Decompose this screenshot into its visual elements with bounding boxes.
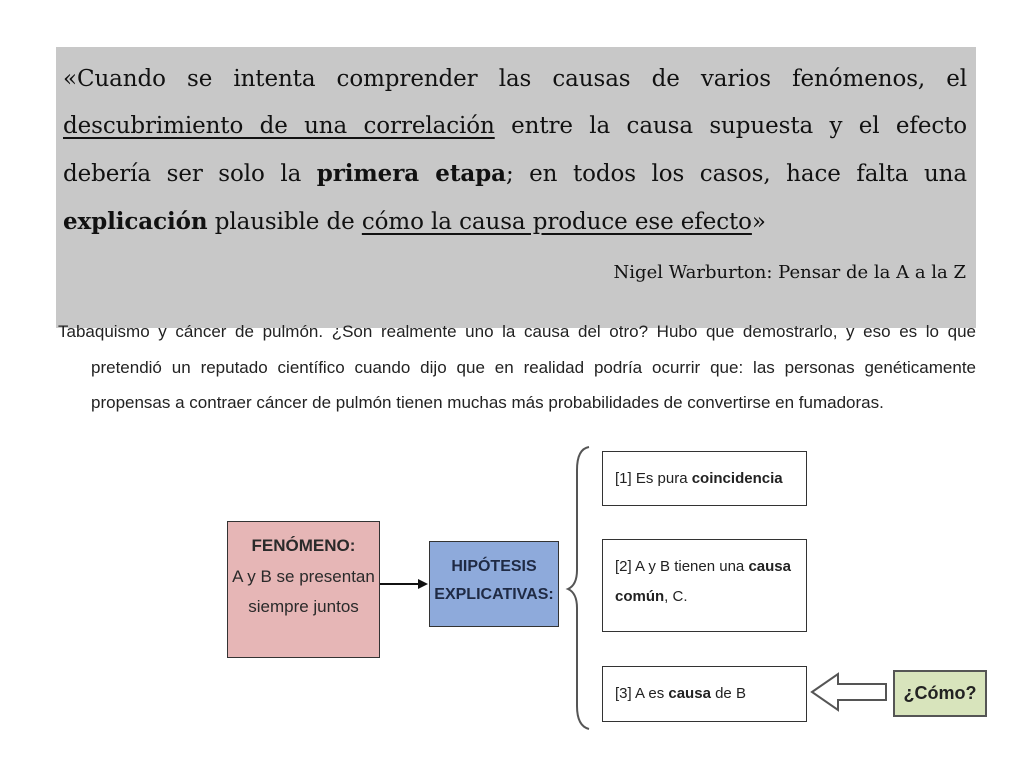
como-question-box: ¿Cómo? bbox=[893, 670, 987, 717]
quote-part: plausible de bbox=[207, 209, 362, 235]
fenomeno-line2: siempre juntos bbox=[248, 597, 359, 616]
quote-part: «Cuando se intenta comprender las causas de varios fenómenos, el bbox=[63, 66, 967, 92]
quote-bold-explicacion: explicación bbox=[63, 208, 208, 235]
quote-part: ; en todos los casos, hace falta una bbox=[505, 161, 967, 187]
option-2-box bbox=[602, 539, 807, 632]
brace-bracket bbox=[568, 447, 589, 729]
option-1-prefix: [1] Es pura bbox=[615, 470, 692, 487]
quote-part: entre la causa supuesta y el efecto debería ser solo la bbox=[63, 113, 968, 187]
quote-attribution: Nigel Warburton: Pensar de la A a la Z bbox=[613, 262, 966, 283]
option-2-suffix: , C. bbox=[664, 588, 688, 605]
hipotesis-box bbox=[429, 541, 559, 627]
option-2-bold: causa común bbox=[615, 558, 791, 605]
option-3-suffix: de B bbox=[710, 685, 746, 702]
option-3-bold: causa bbox=[668, 685, 711, 702]
option-3-prefix: [3] A es bbox=[615, 685, 669, 702]
fenomeno-line1: A y B se presentan bbox=[232, 567, 375, 586]
option-2-prefix: [2] A y B tienen una bbox=[615, 558, 749, 575]
body-paragraph: Tabaquismo y cáncer de pulmón. ¿Son realmente uno la causa del otro? Hubo que demostrarlo, y eso es lo que pretendió un reputado científico cuando dijo que en realidad podría ocurrir que: las personas genéticamente propensas a contraer cáncer de pulmón tienen muchas más probabilidades de convertirse en fumadoras. bbox=[58, 322, 976, 412]
option-1-bold: coincidencia bbox=[691, 470, 783, 487]
quote-close: » bbox=[751, 209, 766, 235]
fenomeno-box bbox=[227, 521, 380, 658]
hipotesis-line2: EXPLICATIVAS: bbox=[434, 586, 554, 603]
quote-underlined-correlation: descubrimiento de una correlación bbox=[63, 113, 495, 139]
connector-arrowhead bbox=[418, 579, 428, 589]
option-1-box bbox=[602, 451, 807, 506]
quote-bold-primera-etapa: primera etapa bbox=[316, 160, 506, 187]
hipotesis-line1: HIPÓTESIS bbox=[451, 558, 537, 575]
hollow-left-arrow bbox=[812, 674, 886, 710]
quote-underlined-como: cómo la causa produce ese efecto bbox=[361, 209, 752, 235]
option-3-box bbox=[602, 666, 807, 722]
fenomeno-title: FENÓMENO: bbox=[251, 536, 356, 555]
